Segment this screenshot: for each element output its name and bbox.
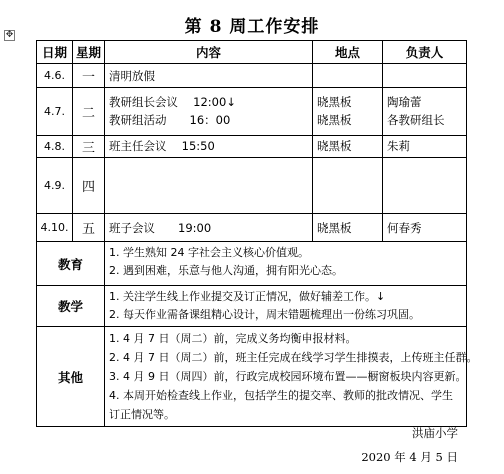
- day-row: [37, 88, 467, 136]
- note-line: 2. 每天作业需备课组精心设计，周末错题梳理出一份练习巩固。: [109, 308, 420, 321]
- schedule-table: [36, 40, 478, 427]
- content-cell: [105, 136, 313, 158]
- table-move-handle-icon[interactable]: ✥: [5, 30, 14, 40]
- place-cell: [313, 214, 383, 242]
- place-line: 晓黑板: [317, 221, 352, 235]
- day-row: [37, 158, 467, 214]
- content-line: 教研组活动 16：00: [109, 113, 231, 127]
- date-cell: 4.6.: [37, 64, 73, 88]
- section-label: 教育: [37, 242, 105, 286]
- footer-school: 洪庙小学: [412, 426, 458, 440]
- person-cell: [383, 64, 467, 88]
- place-cell: [313, 158, 383, 214]
- date-cell: 4.10.: [37, 214, 73, 242]
- footer-date: 2020 年 4 月 5 日: [361, 450, 458, 464]
- note-line: 2. 4 月 7 日（周二）前，班主任完成在线学习学生排摸表，上传班主任群。: [109, 351, 478, 364]
- person-line: [383, 64, 466, 82]
- header-person: 负责人: [383, 41, 467, 64]
- person-line: 朱莉: [387, 139, 410, 153]
- section-row: [37, 286, 467, 327]
- note-line: 3. 4 月 9 日（周四）前，行政完成校园环境布置——橱窗板块内容更新。: [109, 370, 467, 383]
- content-line: 清明放假: [109, 69, 155, 83]
- place-line: [313, 158, 382, 176]
- place-cell: [313, 136, 383, 158]
- section-row: [37, 242, 467, 286]
- weekday-cell: 一: [73, 64, 105, 88]
- place-line: [313, 64, 382, 82]
- person-cell: [383, 136, 467, 158]
- person-line: 何春秀: [387, 221, 422, 235]
- content-line: 班子会议 19:00: [109, 221, 212, 235]
- person-line: 各教研组长: [387, 113, 445, 127]
- person-cell: [383, 88, 467, 136]
- content-cell: [105, 214, 313, 242]
- content-line: 教研组长会议 12:00↓: [109, 95, 236, 109]
- person-cell: [383, 158, 467, 214]
- place-line: 晓黑板: [317, 95, 352, 109]
- date-cell: 4.8.: [37, 136, 73, 158]
- section-row: [37, 327, 467, 427]
- header-date: 日期: [37, 41, 73, 64]
- section-notes: [105, 242, 467, 286]
- day-row: [37, 214, 467, 242]
- weekday-cell: 三: [73, 136, 105, 158]
- date-cell: 4.7.: [37, 88, 73, 136]
- header-row: [37, 41, 467, 64]
- day-row: [37, 136, 467, 158]
- content-cell: [105, 64, 313, 88]
- note-line: 1. 4 月 7 日（周二）前，完成义务均衡申报材料。: [109, 332, 357, 345]
- section-notes: [105, 286, 467, 327]
- header-week: 星期: [73, 41, 105, 64]
- person-line: 陶瑜蕾: [387, 95, 422, 109]
- section-notes: [105, 327, 478, 427]
- content-cell: [105, 88, 313, 136]
- header-place: 地点: [313, 41, 383, 64]
- place-cell: [313, 64, 383, 88]
- section-label: 教学: [37, 286, 105, 327]
- section-label: 其他: [37, 327, 105, 427]
- weekday-cell: 二: [73, 88, 105, 136]
- person-line: [383, 158, 466, 176]
- note-line: 4. 本周开始检查线上作业，包括学生的提交率、教师的批改情况、学生订正情况等。: [109, 389, 453, 421]
- header-content: 内容: [105, 41, 313, 64]
- place-cell: [313, 88, 383, 136]
- page-title: 第 8 周工作安排: [184, 17, 320, 37]
- note-line: 1. 关注学生线上作业提交及订正情况，做好辅差工作。↓: [109, 290, 386, 303]
- note-line: 2. 遇到困难，乐意与他人沟通，拥有阳光心态。: [109, 264, 343, 277]
- place-line: 晓黑板: [317, 139, 352, 153]
- date-cell: 4.9.: [37, 158, 73, 214]
- note-line: 1. 学生熟知 24 字社会主义核心价值观。: [109, 246, 309, 259]
- place-line: 晓黑板: [317, 113, 352, 127]
- weekday-cell: 四: [73, 158, 105, 214]
- person-cell: [383, 214, 467, 242]
- weekday-cell: 五: [73, 214, 105, 242]
- day-row: [37, 64, 467, 88]
- content-line: 班主任会议 15:50: [109, 139, 215, 153]
- content-line: [105, 158, 312, 176]
- content-cell: [105, 158, 313, 214]
